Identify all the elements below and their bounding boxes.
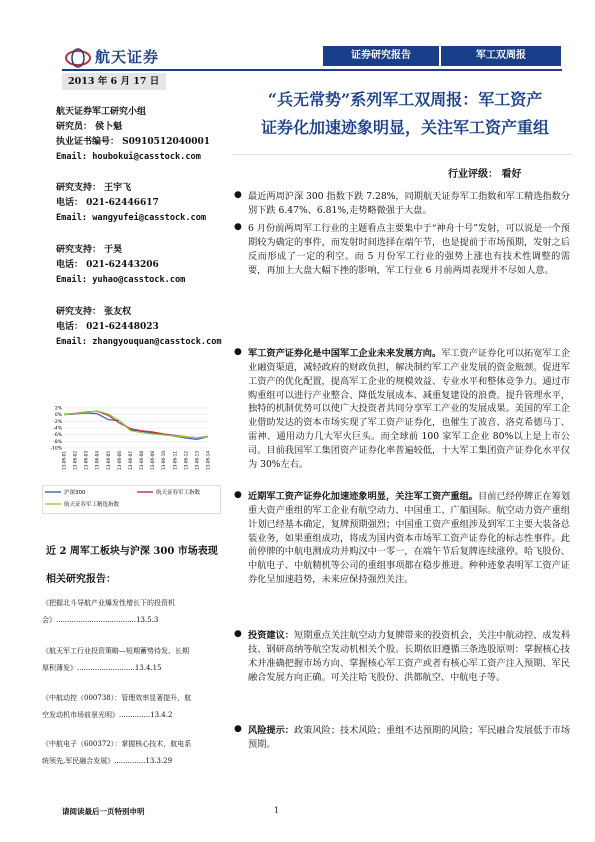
y-tick-label: -6%: [53, 433, 62, 439]
bullet-icon: ●: [234, 490, 242, 500]
chart-caption: 近 2 周军工板块与沪深 300 市场表现: [46, 546, 218, 557]
related-report-item[interactable]: [42, 645, 224, 674]
y-tick-label: -4%: [53, 426, 62, 432]
paragraph: [248, 724, 570, 752]
disclaimer-note: 请阅读最后一页特别申明: [62, 807, 145, 816]
related-report-item[interactable]: [42, 692, 224, 721]
support-name: 研究支持： 于昊: [56, 245, 123, 255]
analyst-email: Email: houbokui@casstock.com: [56, 152, 201, 162]
analyst-block: [56, 105, 210, 165]
support-email: Email: yuhao@casstock.com: [56, 275, 186, 285]
x-tick-label: 13-06-08: [139, 451, 145, 471]
x-tick-label: 13-06-13: [194, 451, 200, 471]
related-report-line: 《中航电子（600372）：掌握核心技术，航电系: [42, 740, 192, 748]
related-reports-title: 相关研究报告：: [46, 574, 116, 585]
report-date: 2013 年 6 月 17 日: [62, 73, 166, 90]
x-tick-label: 13-06-04: [94, 451, 100, 471]
paragraph-lead: 风险提示：: [248, 725, 295, 736]
paragraph-text: 短期重点关注航空动力复牌带来的投资机会，关注中航动控、成发科技、钢研高纳等航空发动机相关个股。长期依旧遵循三条选股原则：掌握核心技术并准确把握市场方向、掌握核心军工资产或者有核心军工资产注入预期、军民融合发展方向正确。可关注哈飞股份、洪都航空、中航电子等。: [248, 630, 571, 683]
chart-legend: [42, 485, 222, 515]
paragraph: [248, 629, 570, 684]
support-name: 研究支持： 张友权: [56, 307, 132, 317]
related-report-line: 《中航动控（000738）：管理效率显著提升，航: [42, 694, 192, 702]
x-tick-label: 13-06-06: [116, 451, 122, 471]
title-divider: [232, 154, 572, 155]
paragraph-text: 军工资产证券化可以拓宽军工企业融资渠道，减轻政府的财政负担，解决制约军工产业发展的资金瓶颈。促进军工资产的优化配置，提高军工企业的规模效益、专业水平和整体竞争力。通过市购重组可以进行产业整合、降低发展成本、减重复建设的浪费。提升管理水平，独特的机制优势可以使广大投资者共同分享军工产业的发展成果。美国的军工企业借助发达的资本市场实现了军工资产证券化，也催生了波音、洛克希德马丁、雷神、通用动力几大军火巨头。而全球前 100 家军工企业 80%以上是上市公司。目前我国军工集团资产证券化率普遍较低，十大军工集团资产证券化水平仅为 30%左右。: [248, 348, 571, 470]
support-email: Email: zhangyouquan@casstock.com: [56, 337, 222, 347]
support-phone: 电话： 021-62446617: [56, 198, 159, 208]
x-tick-label: 13-06-10: [161, 451, 167, 471]
support-block-1: [56, 181, 206, 226]
license-number: 执业证书编号： S0910512040001: [56, 137, 211, 147]
paragraph: [248, 347, 570, 472]
legend-label: 沪深300: [64, 490, 86, 496]
y-tick-label: -10%: [50, 446, 62, 452]
series-line: [64, 411, 208, 438]
x-tick-label: 13-06-09: [150, 451, 156, 471]
report-type-tag: 军工双周报: [441, 46, 561, 66]
support-phone: 电话： 021-62448023: [56, 322, 159, 332]
related-report-line: 厚积薄发》..........................13.4.15: [42, 664, 162, 672]
paragraph: [248, 190, 570, 218]
bullet-icon: ●: [234, 629, 242, 639]
logo-text: 航天证券: [95, 48, 160, 66]
bullet-icon: ●: [234, 190, 242, 200]
x-tick-label: 13-06-02: [72, 451, 78, 471]
series-line: [64, 411, 208, 437]
title-line-1: “兵无常势”系列军工双周报：军工资产: [267, 90, 543, 109]
legend-label: 航天证券军工精选指数: [64, 502, 120, 508]
bullet-icon: ●: [234, 222, 242, 232]
y-tick-label: 0%: [54, 413, 62, 419]
market-performance-chart: [42, 404, 212, 484]
support-phone: 电话： 021-62443206: [56, 260, 159, 270]
paragraph: [248, 490, 570, 587]
related-report-line: 空发动机市场前景光明》..............13.4.2: [42, 711, 173, 719]
x-tick-label: 13-06-12: [183, 451, 189, 471]
related-report-line: 统领先,军民融合发展》..............13.3.29: [42, 757, 173, 765]
analyst-name: 研究员： 侯卜魁: [56, 122, 123, 132]
paragraph-lead: 近期军工资产证券化加速迹象明显，关注军工资产重组。: [248, 491, 479, 502]
x-tick-label: 13-06-03: [83, 451, 89, 471]
paragraph: [248, 222, 570, 277]
support-block-3: [56, 305, 222, 350]
header-rule: [62, 69, 562, 71]
y-tick-label: 2%: [54, 406, 62, 412]
paragraph-text: 政策风险；技术风险；重组不达预期的风险；军民融合发展低于市场预期。: [248, 725, 571, 750]
report-tag: 证券研究报告: [323, 46, 439, 66]
paragraph-text: 6 月份前两周军工行业的主题看点主要集中于“神舟十号”发射，可以说是一个预期较为确定的事件，而发射时间选择在端午节，也是提前于市场预期，发射之后反而形成了一定的利空。而 5 月份军工行业的强势上涨也有技术性调整的需要，再加上大盘大幅下挫的影响，军工行业 6 月前两周表现并不尽如人意。: [248, 223, 570, 276]
series-line: [64, 413, 208, 439]
report-title: [240, 86, 570, 142]
x-tick-label: 13-06-07: [127, 451, 133, 471]
paragraph-text: 目前已经停牌正在筹划重大资产重组的军工企业有航空动力、中国重工、广船国际。航空动力资产重组计划已经基本确定，复牌预期强烈；中国重工资产重组涉及到军工主要大装备总装业务，如果重组成功，将成为国内资本市场军工资产证券化的标志性事件。此前停牌的中航电测成功并购汉中一零一，在端午节后复牌连续涨停。哈飞股份、中航电子、中航精机等公司的重组事项都在稳步推进。种种迹象表明军工资产证券化呈加速趋势，未来应保持强烈关注。: [248, 491, 571, 586]
x-tick-label: 13-06-01: [61, 451, 67, 471]
casic-logo-icon: [64, 48, 92, 68]
paragraph-text: 最近两周沪深 300 指数下跌 7.28%，同期航天证券军工指数和军工精选指数分别下跌 6.47%、6.81%,走势略微强于大盘。: [248, 191, 570, 216]
related-report-line: 《航天军工行业投资策略—短期蓄势待发、长期: [42, 647, 189, 655]
related-report-item[interactable]: [42, 597, 224, 626]
related-report-line: 会》....................................13.5.3: [42, 616, 159, 624]
x-tick-label: 13-06-11: [172, 451, 178, 471]
x-tick-label: 13-06-14: [205, 451, 211, 471]
support-name: 研究支持： 王宇飞: [56, 183, 132, 193]
support-block-2: [56, 243, 185, 288]
team-name: 航天证券军工研究小组: [56, 107, 147, 117]
industry-rating: 行业评级： 看好: [448, 169, 522, 180]
x-tick-label: 13-06-05: [105, 451, 111, 471]
bullet-icon: ●: [234, 347, 242, 357]
title-line-2: 证券化加速迹象明显，关注军工资产重组: [260, 118, 549, 137]
support-email: Email: wangyufei@casstock.com: [56, 213, 207, 223]
y-tick-label: -8%: [53, 439, 62, 445]
paragraph-lead: 军工资产证券化是中国军工企业未来发展方向。: [248, 348, 442, 359]
legend-label: 航天证券军工指数: [156, 490, 201, 496]
paragraph-lead: 投资建议：: [248, 630, 295, 641]
y-tick-label: -2%: [53, 419, 62, 425]
page-number: 1: [274, 806, 280, 815]
related-report-line: 《把握北斗导航产业爆发性增长下的投资机: [42, 599, 175, 607]
bullet-icon: ●: [234, 724, 242, 734]
related-report-item[interactable]: [42, 738, 224, 767]
